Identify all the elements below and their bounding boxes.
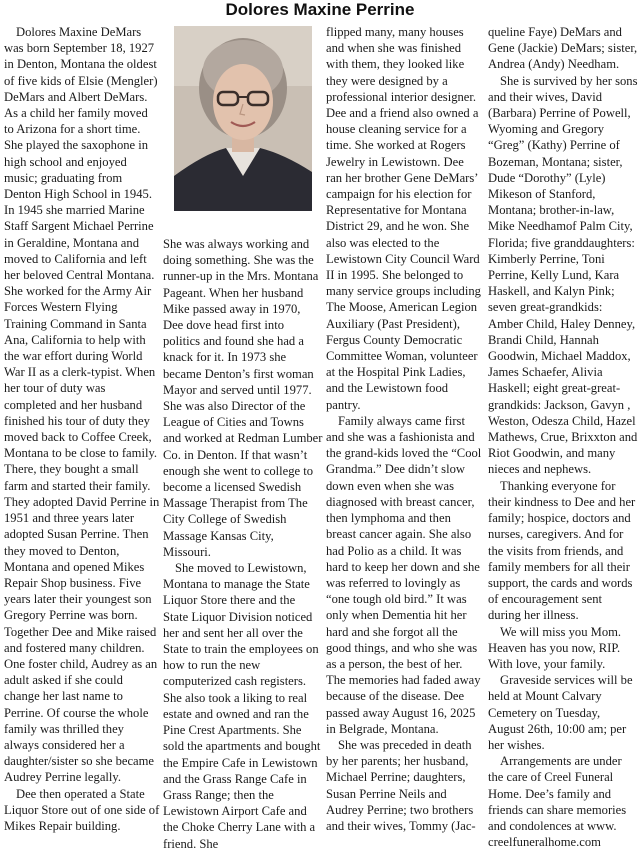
- paragraph: Dolores Maxine DeMars was born September 18, 1927 in Denton, Montana the oldest of five kids of Elsie (Mengler) DeMars and Albert DeMars. As a child her family moved to Arizona for a short time. She played the saxophone in high school and enjoyed music; graduating from Denton High School in 1945. In 1945 she married Marine Staff Sargent Michael Perrine in Geraldine, Montana and moved to California and left her beloved Central Montana. She worked for the Army Air Forces Western Flying Training Command in Santa Ana, California to help with the war effort during World War II as a clerk-typist. When her tour of duty was completed and her husband finished his tour of duty they moved back to Coffee Creek, Montana to be close to family. There, they bought a small farm and started their family. They adopted David Perrine in 1951 and three years later adopted Susan Perrine. Then they moved to Denton, Montana and opened Mikes Repair Shop business. Five years later their youngest son Gregory Perrine was born. Together Dee and Mike raised and fostered many children. One foster child, Audrey as an adult asked if she could change her last name to Perrine. Of course the whole family was thrilled they always considered her a daughter/sister so she became Audrey Perrine legally.: [4, 25, 160, 785]
- paragraph: Graveside services will be held at Mount Calvary Cemetery on Tuesday, August 26th, 10:00 am; per her wishes.: [488, 673, 633, 752]
- paragraph: Family always came first and she was a fashionista and the grand-kids loved the “Cool Grandma.” Dee didn’t slow down even when she was diagnosed with breast cancer, then lymphoma and then breast cancer again. She also had Polio as a child. It was hard to keep her down and she was referred to lovingly as “one tough old bird.” It was only when Dementia hit her hard and she forgot all the good things, and who she was as a person, the best of her. The memories had faded away because of the disease. Dee passed away August 16, 2025 in Belgrade, Montana.: [326, 413, 482, 736]
- paragraph: We will miss you Mom. Heaven has you now, RIP. With love, your family.: [488, 624, 622, 671]
- portrait-photo: [174, 26, 312, 211]
- paragraph: She is survived by her sons and their wives, David (Barbara) Perrine of Powell, Wyoming and Gregory “Greg” (Kathy) Perrine of Bozeman, Montana; sister, Dude “Dorothy” (Lyle) Mikeson of Stanford, Montana; brother-in-law, Mike Needhamof Palm City, Florida; five granddaughters: Kimberly Perrine, Toni Perrine, Kelly Lund, Kara Haskell, and Kalyn Pink; seven great-grandkids: Amber Child, Haley Denney, Brandi Child, Hannah Goodwin, Michael Maddox, James Schaefer, Alivia Haskell; eight great-great-grandkids: Jackson, Gavyn , Weston, Odesza Child, Hazel Mathews, Crue, Brixxton and Riot Goodwin, and many nieces and nephews.: [488, 73, 638, 477]
- text-column-3: [326, 24, 482, 834]
- obituary-title: Dolores Maxine Perrine: [225, 0, 415, 19]
- paragraph: She was always working and doing something. She was the runner-up in the Mrs. Montana Pageant. When her husband Mike passed away in 1970, Dee dove head first into politics and found she had a knack for it. In 1973 she became Denton’s first woman Mayor and served until 1977. She was also Director of the League of Cities and Towns and worked at Redman Lumber Co. in Denton. If that wasn’t enough she went to college to become a licensed Swedish Massage Therapist from The City College of Swedish Massage Kansas City, Missouri.: [163, 237, 323, 559]
- paragraph: queline Faye) DeMars and Gene (Jackie) DeMars; sister, Andrea (Andy) Needham.: [488, 25, 638, 72]
- text-column-1: [4, 24, 160, 834]
- paragraph: Thanking everyone for their kindness to Dee and her family; hospice, doctors and nurses, caregivers. And for the visits from friends, and family members for all their support, the cards and words of encouragement sent during her illness.: [488, 478, 636, 623]
- paragraph: Arrangements are under the care of Creel Funeral Home. Dee’s family and friends can share memories and condolences at www.: [488, 754, 627, 833]
- website-link[interactable]: creelfuneralhome.com: [488, 835, 601, 850]
- paragraph: She was preceded in death by her parents; her husband, Michael Perrine; daughters, Susan Perrine Neils and Audrey Perrine; two brothers and their wives, Tommy (Jac-: [326, 737, 476, 833]
- text-column-2: [163, 236, 323, 852]
- paragraph: She moved to Lewistown, Montana to manage the State Liquor Store there and the State Liquor Division noticed her and sent her all over the State to train the employees on how to run the new computerized cash registers. She also took a liking to real estate and owned and ran the Pine Crest Apartments. She sold the apartments and bought the Empire Cafe in Lewistown and the Grass Range Cafe in Grass Range; then the Lewistown Airport Cafe and the Choke Cherry Lane with a friend. She: [163, 561, 321, 851]
- paragraph: flipped many, many houses and when she was finished with them, they looked like they were designed by a professional interior designer. Dee and a friend also owned a house cleaning service for a time. She worked at Rogers Jewelry in Lewistown. Dee ran her brother Gene DeMars’ campaign for his election for Representative for Montana District 29, and he won. She also was elected to the Lewistown City Council Ward II in 1995. She belonged to many service groups including The Moose, American Legion Auxiliary (Past President), Fergus County Democratic Committee Woman, volunteer at the Hospital Pink Ladies, and the Lewistown food pantry.: [326, 25, 481, 412]
- text-column-4: [488, 24, 638, 850]
- paragraph: Dee then operated a State Liquor Store out of one side of Mikes Repair building.: [4, 786, 160, 833]
